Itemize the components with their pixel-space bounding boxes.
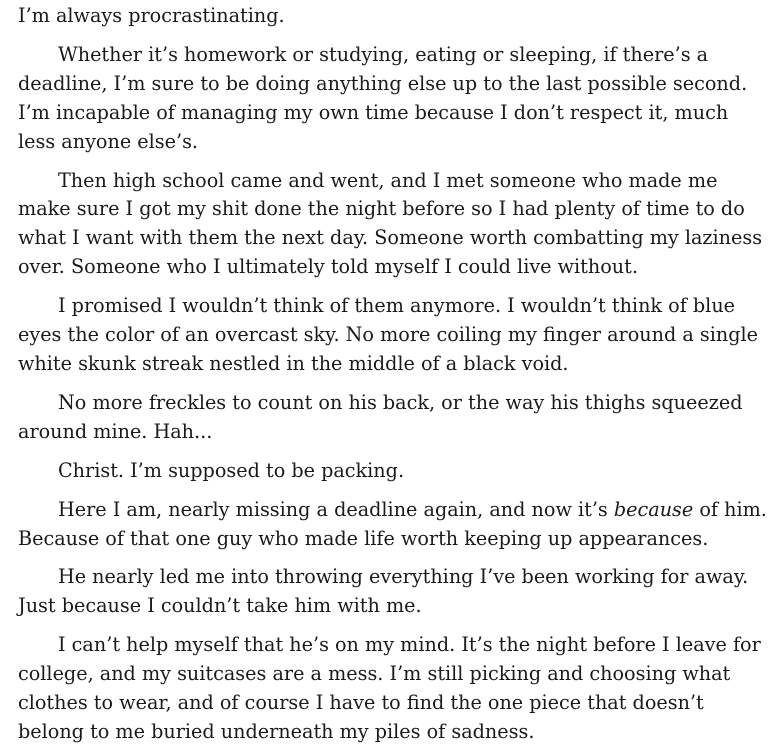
- paragraph-7-text-after: of him. Because of that one guy who made life worth keeping up appearances.: [18, 497, 767, 550]
- paragraph-5: No more freckles to count on his back, or the way his thighs squeezed around mine. Hah...: [18, 390, 743, 443]
- paragraph-2: Whether it’s homework or studying, eating or sleeping, if there’s a deadline, I’m sure to be doing anything else up to the last possible second. I’m incapable of managing my own time because I don’t respect it, much less anyone else’s.: [18, 42, 748, 153]
- paragraph-7: [18, 496, 767, 554]
- paragraph-1: I’m always procrastinating.: [18, 4, 285, 27]
- paragraph-7-emphasis: because: [613, 497, 694, 521]
- paragraph-4: I promised I wouldn’t think of them anymore. I wouldn’t think of blue eyes the color of an overcast sky. No more coiling my finger around a single white skunk streak nestled in the middle of a black void.: [18, 294, 759, 375]
- paragraph-9: I can’t help myself that he’s on my mind. It’s the night before I leave for college, and my suitcases are a mess. I’m still picking and choosing what clothes to wear, and of course I have to find the one piece that doesn’t belong to me buried underneath my piles of sadness.: [18, 633, 761, 743]
- paragraph-8: He nearly led me into throwing everything I’ve been working for away. Just because I couldn’t take him with me.: [18, 565, 749, 618]
- paragraph-7-text-before: Here I am, nearly missing a deadline again, and now it’s: [58, 497, 614, 521]
- paragraph-6: Christ. I’m supposed to be packing.: [58, 458, 405, 482]
- paragraph-3: Then high school came and went, and I met someone who made me make sure I got my shit done the night before so I had plenty of time to do what I want with them the next day. Someone worth combatting my laziness over. Someone who I ultimately told myself I could live without.: [18, 168, 763, 279]
